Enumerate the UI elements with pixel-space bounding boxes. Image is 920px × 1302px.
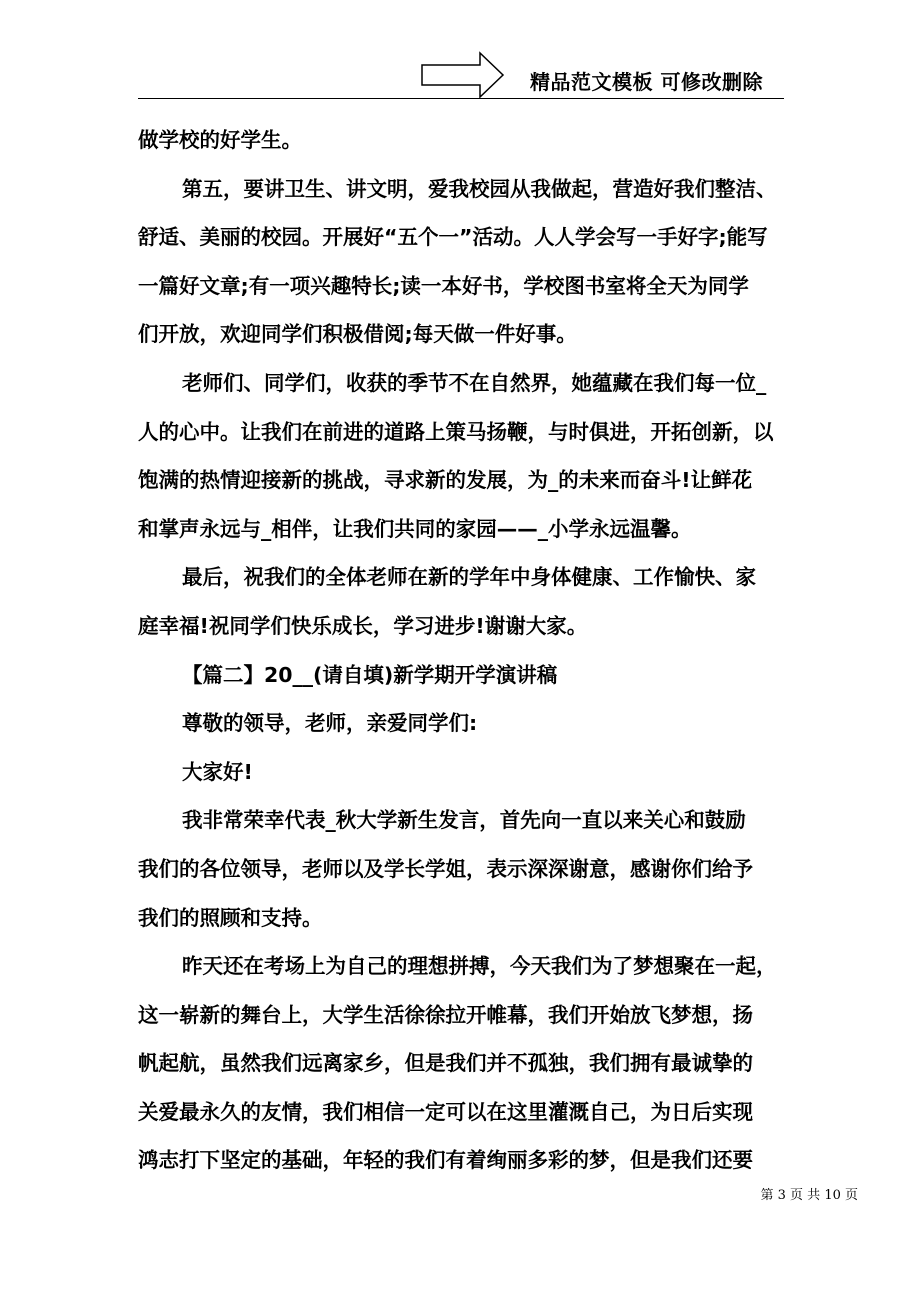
text-line: 帆起航，虽然我们远离家乡，但是我们并不孤独，我们拥有最诚挚的 bbox=[138, 1051, 753, 1076]
text-line: 鸿志打下坚定的基础，年轻的我们有着绚丽多彩的梦，但是我们还要 bbox=[138, 1148, 753, 1173]
text-line: 做学校的好学生。 bbox=[138, 128, 302, 152]
text-line: 们开放，欢迎同学们积极借阅;每天做一件好事。 bbox=[138, 322, 577, 347]
text-line: 这一崭新的舞台上，大学生活徐徐拉开帷幕，我们开始放飞梦想，扬 bbox=[138, 1002, 753, 1027]
arrow-icon bbox=[420, 50, 506, 100]
text-line: 尊敬的领导，老师，亲爱同学们: bbox=[182, 711, 478, 736]
text-line: 大家好! bbox=[182, 759, 253, 784]
text-line: 昨天还在考场上为自己的理想拼搏，今天我们为了梦想聚在一起， bbox=[182, 954, 777, 979]
text-line: 第五，要讲卫生、讲文明，爱我校园从我做起，营造好我们整洁、 bbox=[182, 176, 777, 201]
header-title: 精品范文模板 可修改删除 bbox=[530, 70, 763, 94]
header-divider bbox=[138, 98, 784, 99]
text-line: 一篇好文章;有一项兴趣特长;读一本好书，学校图书室将全天为同学 bbox=[138, 273, 749, 298]
text-line: 庭幸福!祝同学们快乐成长，学习进步!谢谢大家。 bbox=[138, 613, 588, 638]
text-line: 最后，祝我们的全体老师在新的学年中身体健康、工作愉快、家 bbox=[182, 565, 756, 590]
text-line: 人的心中。让我们在前进的道路上策马扬鞭，与时俱进，开拓创新，以 bbox=[138, 419, 774, 444]
text-line: 和掌声永远与_相伴，让我们共同的家园——_小学永远温馨。 bbox=[138, 516, 692, 541]
text-line: 舒适、美丽的校园。开展好“五个一”活动。人人学会写一手好字;能写 bbox=[138, 225, 768, 250]
text-line: 我非常荣幸代表_秋大学新生发言，首先向一直以来关心和鼓励 bbox=[182, 808, 746, 833]
page-number: 第 3 页 共 10 页 bbox=[760, 1188, 858, 1203]
document-body bbox=[138, 116, 798, 1185]
text-line: 关爱最永久的友情，我们相信一定可以在这里灌溉自己，为日后实现 bbox=[138, 1099, 753, 1124]
text-line: 我们的照顾和支持。 bbox=[138, 905, 323, 930]
text-line: 【篇二】20__(请自填)新学期开学演讲稿 bbox=[182, 662, 558, 687]
text-line: 我们的各位领导，老师以及学长学姐，表示深深谢意，感谢你们给予 bbox=[138, 856, 753, 881]
text-line: 老师们、同学们，收获的季节不在自然界，她蕴藏在我们每一位_ bbox=[182, 370, 767, 395]
text-line: 饱满的热情迎接新的挑战，寻求新的发展，为_的未来而奋斗!让鲜花 bbox=[138, 468, 753, 493]
